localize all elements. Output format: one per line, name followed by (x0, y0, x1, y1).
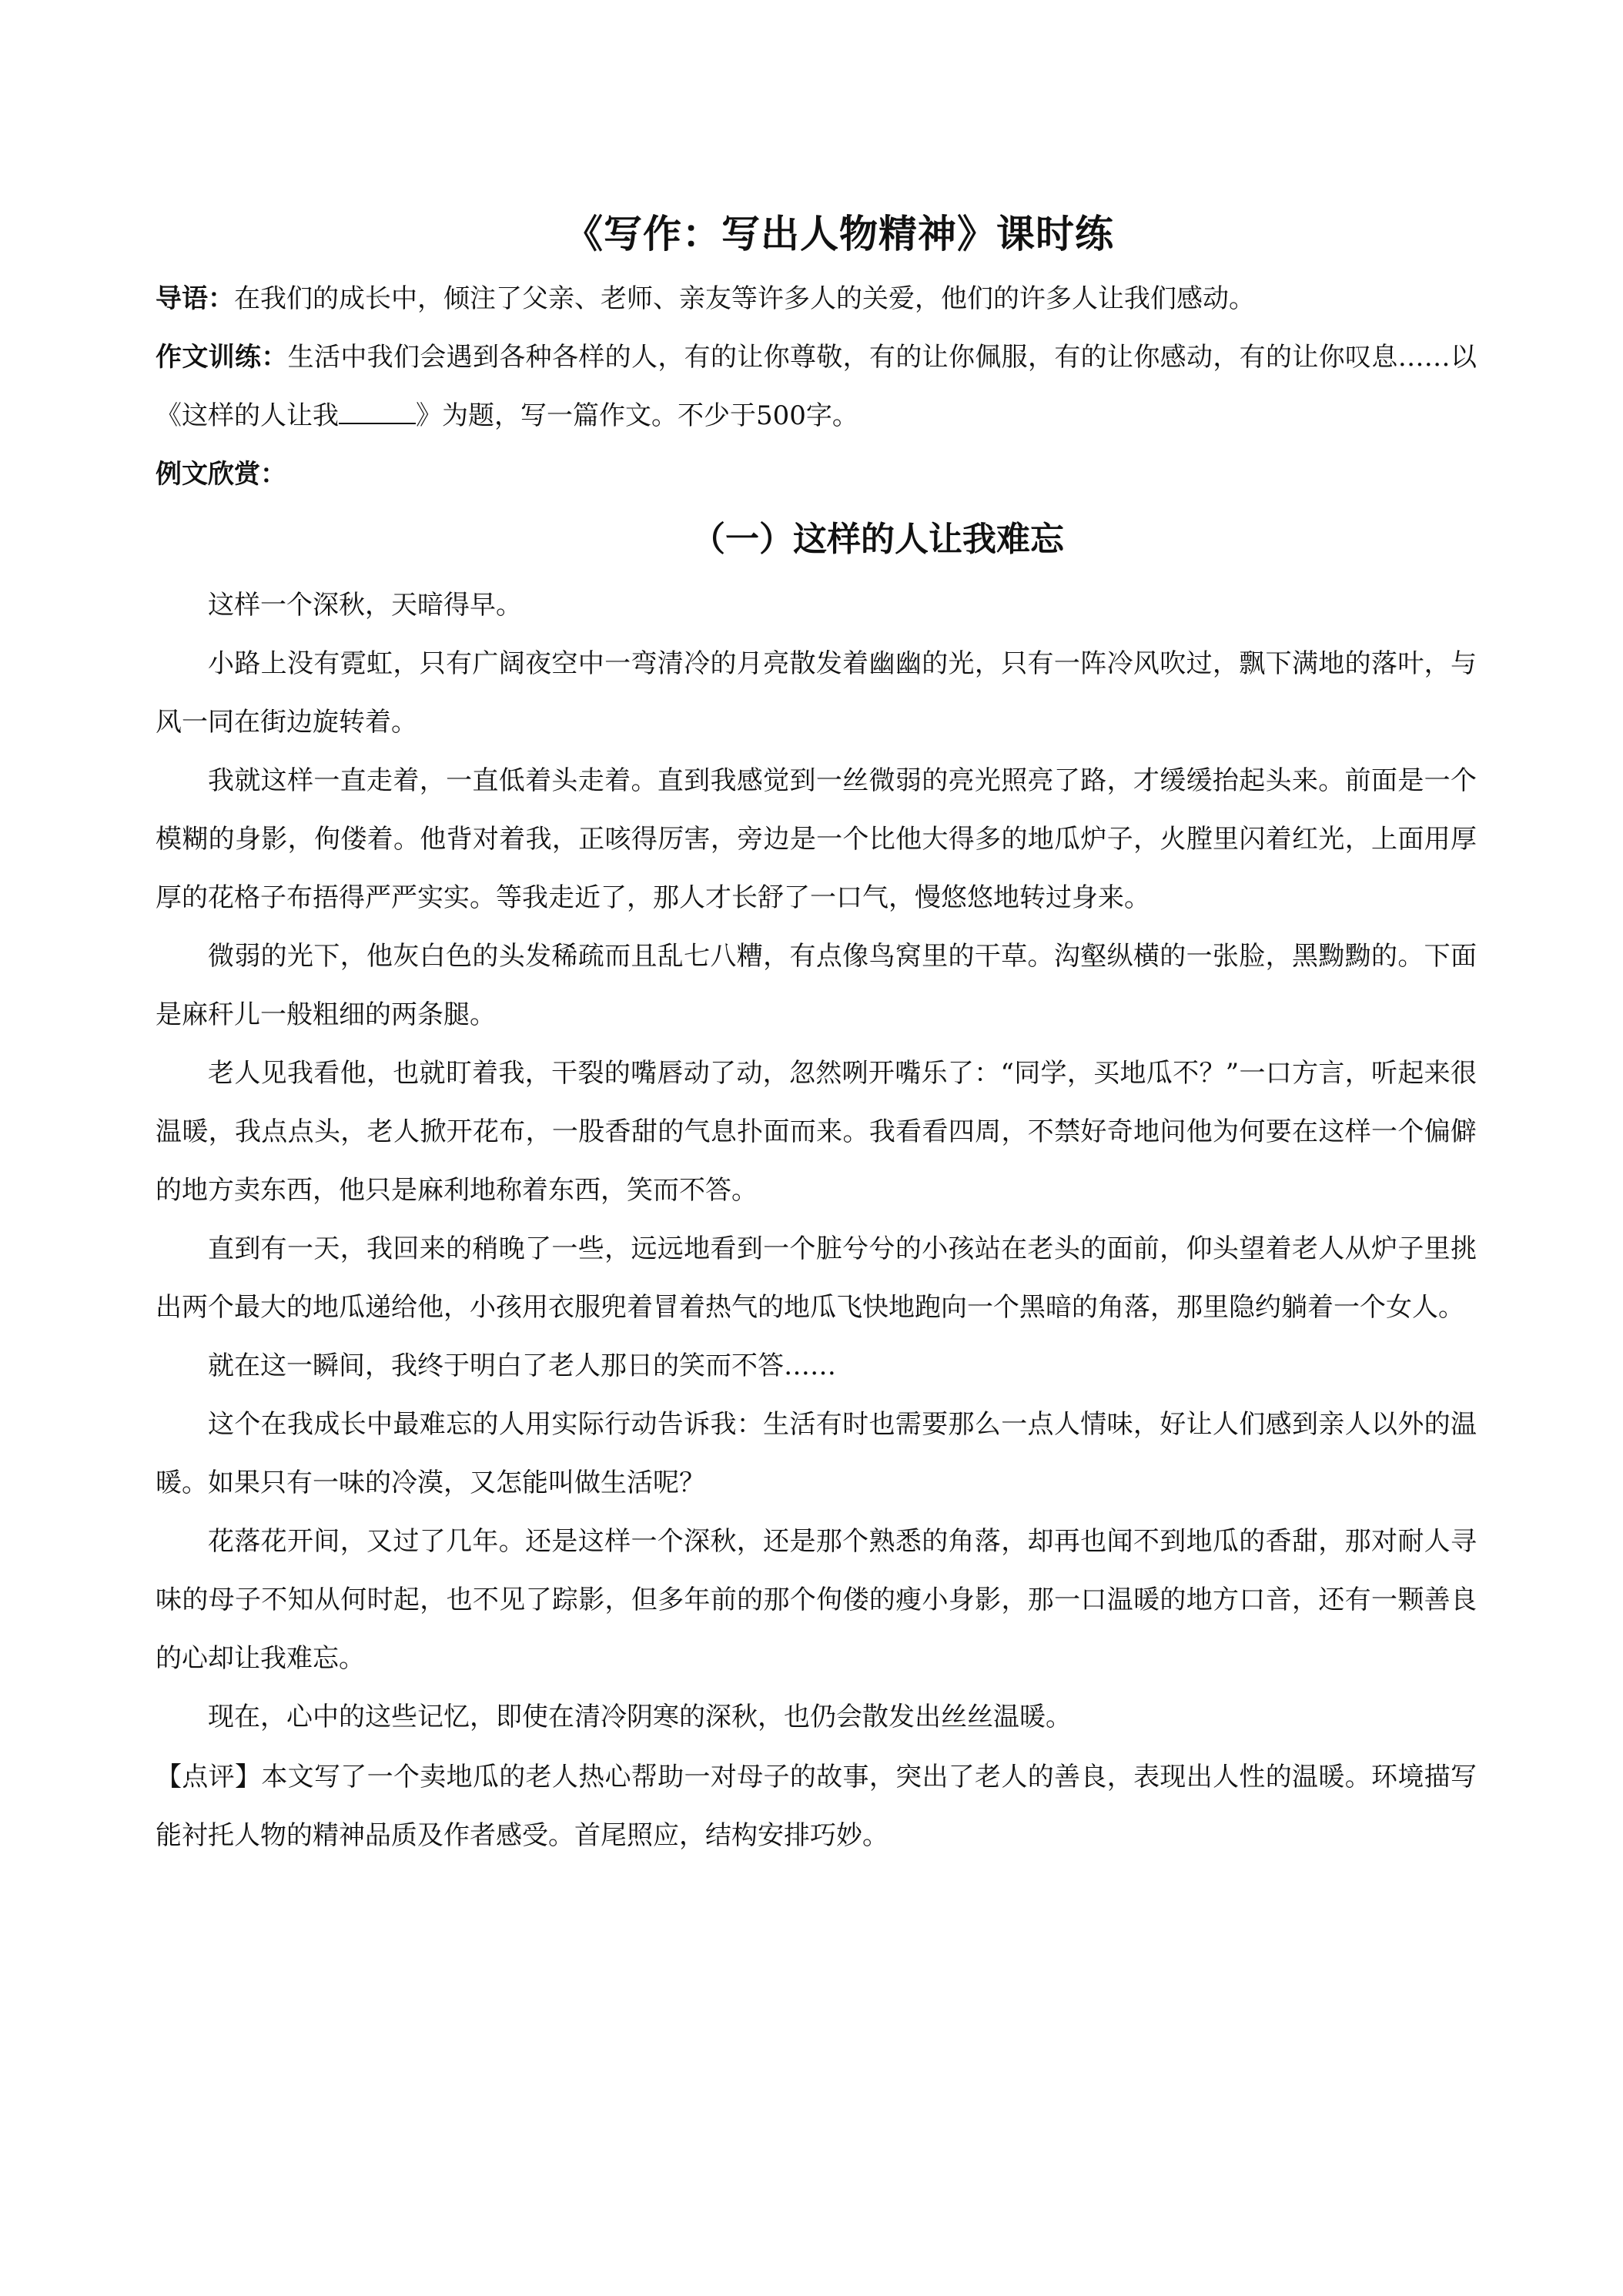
task-text-before: 生活中我们会遇到各种各样的人，有的让你尊敬，有的让你佩服，有的让你感动，有的让你叹息……以《这样的人让我 (156, 342, 1477, 431)
essay-paragraph: 老人见我看他，也就盯着我，干裂的嘴唇动了动，忽然咧开嘴乐了：“同学，买地瓜不？”一口方言，听起来很温暖，我点点头，老人掀开花布，一股香甜的气息扑面而来。我看看四周，不禁好奇地问他为何要在这样一个偏僻的地方卖东西，他只是麻利地称着东西，笑而不答。 (156, 1058, 1477, 1206)
title-blank (339, 400, 416, 424)
task-label: 作文训练： (156, 342, 288, 373)
task-paragraph (156, 328, 1477, 445)
essay-paragraph: 直到有一天，我回来的稍晚了一些，远远地看到一个脏兮兮的小孩站在老头的面前，仰头望着老人从炉子里挑出两个最大的地瓜递给他，小孩用衣服兜着冒着热气的地瓜飞快地跑向一个黑暗的角落，那里隐约躺着一个女人。 (156, 1233, 1477, 1323)
document-title: 《写作：写出人物精神》课时练 (564, 211, 1114, 256)
essay-paragraph: 微弱的光下，他灰白色的头发稀疏而且乱七八糟，有点像鸟窝里的干草。沟壑纵横的一张脸，黑黝黝的。下面是麻秆儿一般粗细的两条腿。 (156, 941, 1477, 1030)
essay-paragraph: 就在这一瞬间，我终于明白了老人那日的笑而不答…… (208, 1350, 836, 1381)
task-text-after: 》为题，写一篇作文。不少于500字。 (416, 400, 858, 431)
comment-paragraph (156, 1748, 1477, 1865)
essay-paragraph: 花落花开间，又过了几年。还是这样一个深秋，还是那个熟悉的角落，却再也闻不到地瓜的香甜，那对耐人寻味的母子不知从何时起，也不见了踪影，但多年前的那个佝偻的瘦小身影，那一口温暖的地方口音，还有一颗善良的心却让我难忘。 (156, 1526, 1477, 1674)
intro-label: 导语： (156, 283, 234, 314)
comment-label: 【点评】 (156, 1762, 262, 1792)
essay-title: （一）这样的人让我难忘 (691, 520, 1064, 559)
essay-paragraph: 现在，心中的这些记忆，即使在清冷阴寒的深秋，也仍会散发出丝丝温暖。 (208, 1702, 1072, 1732)
example-label: 例文欣赏： (156, 459, 286, 490)
document-body (156, 206, 1477, 1865)
intro-text: 在我们的成长中，倾注了父亲、老师、亲友等许多人的关爱，他们的许多人让我们感动。 (234, 283, 1255, 314)
essay-paragraph: 这个在我成长中最难忘的人用实际行动告诉我：生活有时也需要那么一点人情味，好让人们感到亲人以外的温暖。如果只有一味的冷漠，又怎能叫做生活呢？ (156, 1409, 1477, 1498)
essay-paragraph: 这样一个深秋，天暗得早。 (208, 590, 522, 621)
essay-paragraph: 小路上没有霓虹，只有广阔夜空中一弯清冷的月亮散发着幽幽的光，只有一阵冷风吹过，飘下满地的落叶，与风一同在街边旋转着。 (156, 648, 1477, 738)
comment-text: 本文写了一个卖地瓜的老人热心帮助一对母子的故事，突出了老人的善良，表现出人性的温暖。环境描写能衬托人物的精神品质及作者感受。首尾照应，结构安排巧妙。 (156, 1762, 1477, 1851)
essay-paragraph: 我就这样一直走着，一直低着头走着。直到我感觉到一丝微弱的亮光照亮了路，才缓缓抬起头来。前面是一个模糊的身影，佝偻着。他背对着我，正咳得厉害，旁边是一个比他大得多的地瓜炉子，火膛里闪着红光，上面用厚厚的花格子布捂得严严实实。等我走近了，那人才长舒了一口气，慢悠悠地转过身来。 (156, 765, 1477, 913)
intro-paragraph (156, 269, 1477, 328)
